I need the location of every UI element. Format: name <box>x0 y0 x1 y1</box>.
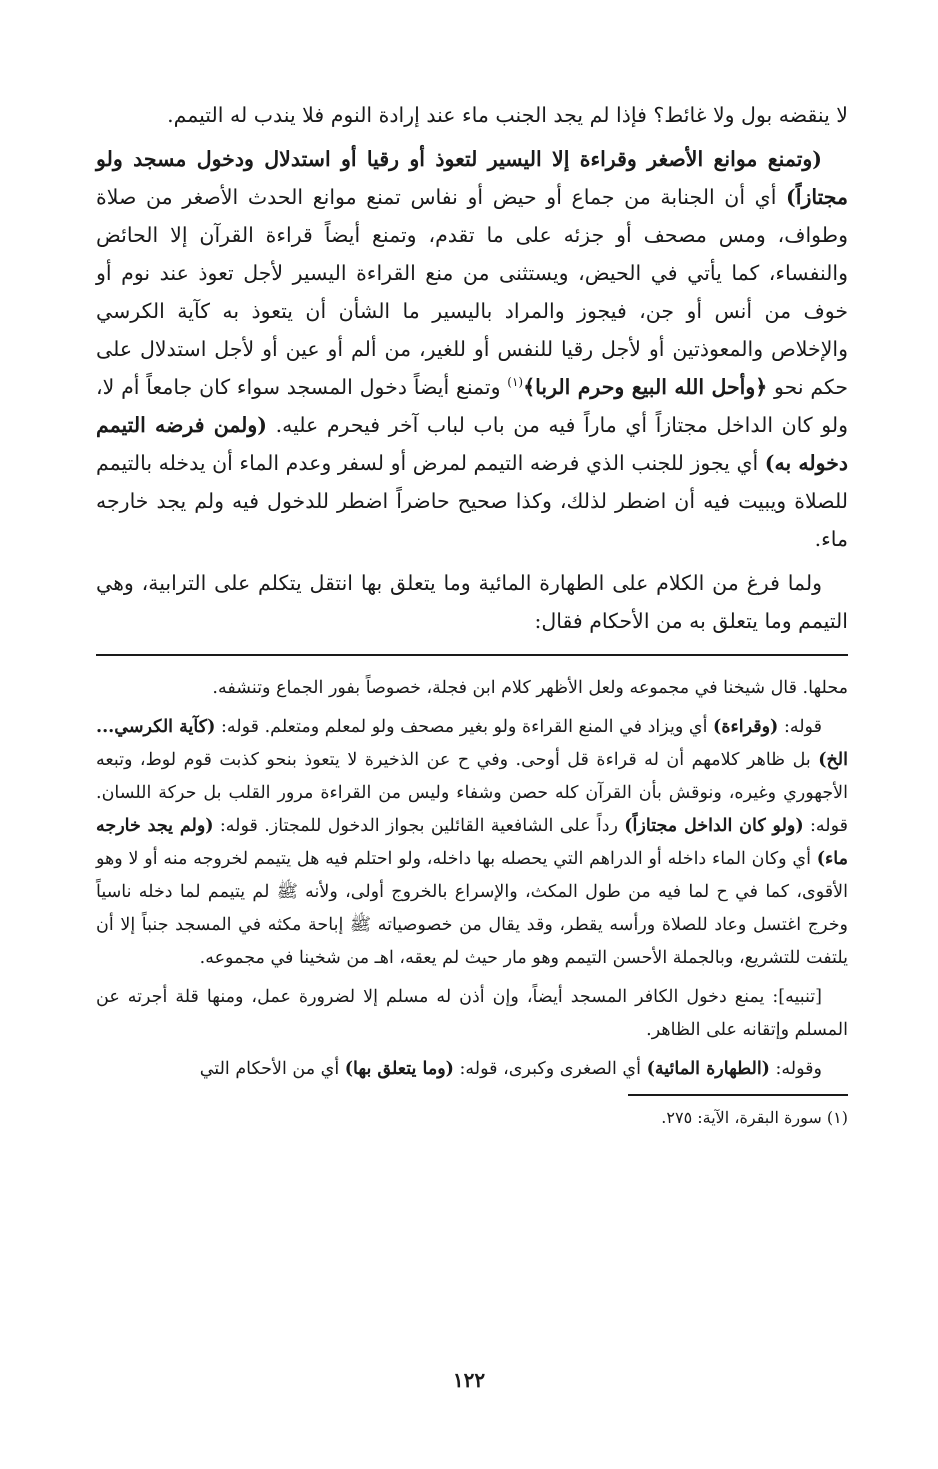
note-lemma: (وما يتعلق بها) <box>344 1059 454 1079</box>
footnote-divider <box>628 1094 848 1096</box>
note-lemma: (وقراءة) <box>713 717 779 737</box>
sharh-text: أي أن الجنابة من جماع أو حيض أو نفاس تمنع موانع الحدث الأصغر من صلاة وطواف، ومس مصحف أو جزئه على ما تقدم، وتمنع أيضاً قراءة القرآن إلا الحائض والنفساء، كما يأتي في الحيض، ويستثنى من منع القراءة اليسير لأجل تعوذ عند نوم أو خوف من أنس أو جن، فيجوز والمراد باليسير ما الشأن أن يتعوذ به كآية الكرسي والإخلاص والمعوذتين أو لأجل رقيا للنفس أو للغير، من ألم أو عين أو لأجل استدلال على حكم نحو <box>96 185 848 399</box>
note-paragraph-1 <box>96 711 848 975</box>
matn-text: (وتمنع موانع الأصغر وقراءة إلا اليسير لتعوذ أو رقيا أو استدلال ودخول مسجد ولو مجتازاً) <box>96 147 848 209</box>
sharh-text: أي يجوز للجنب الذي فرضه التيمم لمرض أو لسفر وعدم الماء أن يدخله بالتيمم للصلاة ويبيت فيه أن اضطر لذلك، وكذا صحيح حاضراً اضطر للدخول فيه ولم يجد خارجه ماء. <box>96 451 848 551</box>
main-paragraph-2: ولما فرغ من الكلام على الطهارة المائية وما يتعلق بها انتقل يتكلم على الترابية، وهي التيمم وما يتعلق به من الأحكام فقال: <box>96 571 848 633</box>
main-paragraph-0: لا ينقضه بول ولا غائط؟ فإذا لم يجد الجنب ماء عند إرادة النوم فلا يندب له التيمم. <box>167 103 848 127</box>
note-paragraph-3 <box>96 1053 848 1086</box>
note-lemma: (كآية الكرسي... الخ) <box>96 717 848 770</box>
quran-verse: ﴿وأحل الله البيع وحرم الربا﴾ <box>523 375 768 399</box>
note-text: أي من الأحكام التي <box>199 1059 345 1079</box>
note-text: أي ويزاد في المنع القراءة ولو بغير مصحف ولو لمعلم ومتعلم. قوله: <box>215 717 714 737</box>
note-text: قوله: <box>778 717 822 737</box>
marginal-notes <box>96 672 848 1086</box>
sharh-text: وتمنع أيضاً دخول المسجد سواء كان جامعاً أم لا، ولو كان الداخل مجتازاً أي ماراً فيه من باب لباب آخر فيحرم عليه. <box>96 375 848 437</box>
note-text: أي الصغرى وكبرى، قوله: <box>453 1059 647 1079</box>
main-text <box>96 96 848 640</box>
note-paragraph-0: محلها. قال شيخنا في مجموعه ولعل الأظهر كلام ابن فجلة، خصوصاً بفور الجماع وتنشفه. <box>212 678 848 698</box>
note-lemma: (الطهارة المائية) <box>646 1059 770 1079</box>
matn-text: (ولمن فرضه التيمم دخوله به) <box>96 413 848 475</box>
note-text: أي وكان الماء داخله أو الدراهم التي يحصله بها داخله، ولو احتلم فيه هل يتيمم لخروجه منه أو لا وهو الأقوى، كما في ح لما فيه من طول المكث، والإسراع بالخروج أولى، ولأنه ﷺ لم يتيمم لما دخله ناسياً وخرج اغتسل وعاد للصلاة ورأسه يقطر، وقد يقال من خصوصياته ﷺ إباحة مكثه في المسجد جنباً إلا أن يلتفت للتشريع، وبالجملة الأحسن التيمم وهو مار حيث لم يعقه، اهـ من شخينا في مجموعه. <box>96 849 848 968</box>
main-divider <box>96 654 848 656</box>
page <box>96 96 848 1132</box>
footnote-marker[interactable]: (١) <box>507 375 524 390</box>
footnote: (١) سورة البقرة، الآية: ٢٧٥. <box>661 1108 848 1127</box>
main-paragraph-1 <box>96 140 848 558</box>
note-text: بل ظاهر كلامهم أن له قراءة قل أوحى. وفي ح عن الذخيرة لا يتعوذ بنحو كذبت قوم لوط، وتبعه الأجهوري وغيره، ونوقش بأن القرآن كله حصن وشفاء وليس من القراءة مرور القلب بل حركة اللسان. قوله: <box>96 750 848 836</box>
note-lemma: (ولم يجد خارجه ماء) <box>96 816 848 869</box>
note-text: رداً على الشافعية القائلين بجواز الدخول للمجتاز. قوله: <box>213 816 625 836</box>
note-paragraph-2: [تنبيه]: يمنع دخول الكافر المسجد أيضاً، وإن أذن له مسلم إلا لضرورة عمل، ومنها قلة أجرته عن المسلم وإتقانه على الظاهر. <box>96 987 848 1040</box>
page-number: ١٢٢ <box>452 1368 486 1392</box>
note-lemma: (ولو كان الداخل مجتازاً) <box>624 816 804 836</box>
note-text: وقوله: <box>769 1059 822 1079</box>
